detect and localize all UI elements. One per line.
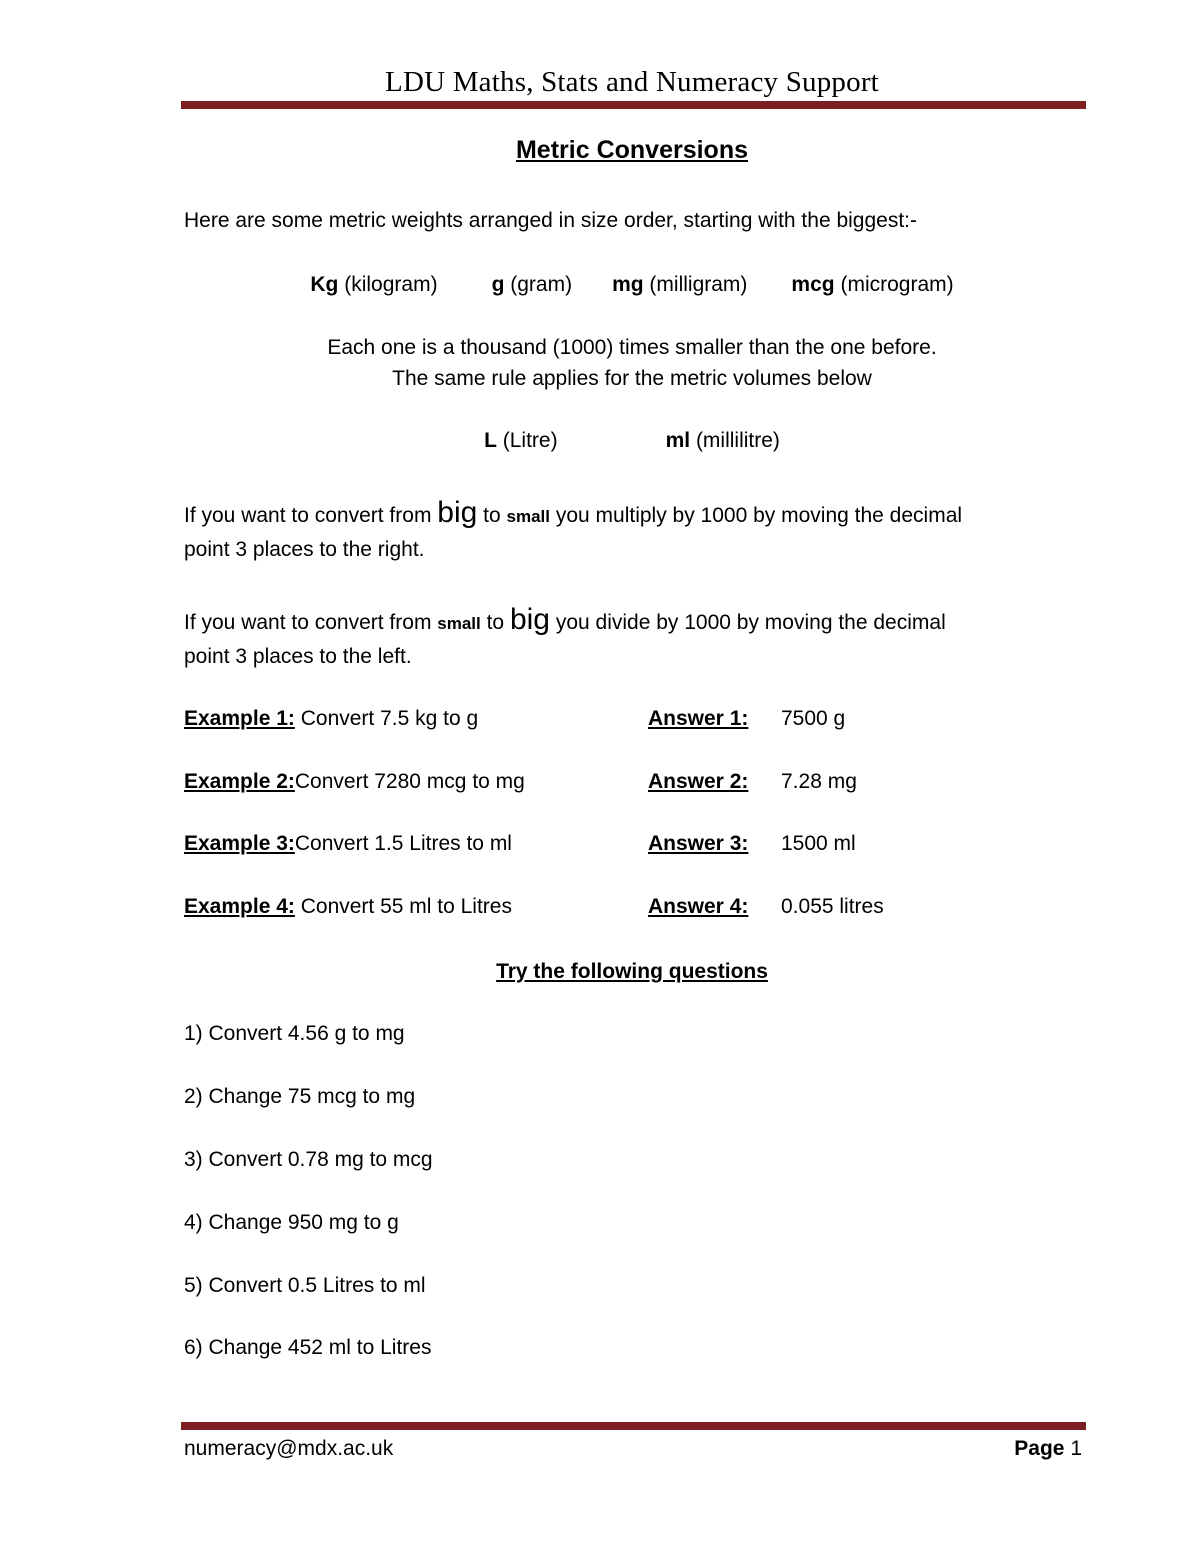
- answer-4-label: Answer 4:: [648, 895, 749, 918]
- big-to-small-line1: If you want to convert from big to small you multiply by 1000 by moving the decimal: [184, 496, 963, 529]
- intro-text: Here are some metric weights arranged in size order, starting with the biggest:-: [184, 209, 918, 232]
- question-2: 2) Change 75 mcg to mg: [184, 1085, 416, 1108]
- answer-3-value: 1500 ml: [781, 832, 856, 855]
- footer-rule: [181, 1422, 1086, 1430]
- rule-line-2: The same rule applies for the metric volumes below: [392, 367, 872, 390]
- answer-1-label: Answer 1:: [648, 707, 749, 730]
- example-4: Example 4: Convert 55 ml to Litres: [184, 895, 512, 918]
- question-6: 6) Change 452 ml to Litres: [184, 1336, 432, 1359]
- answer-3-label: Answer 3:: [648, 832, 749, 855]
- volume-litre: L (Litre): [484, 429, 558, 452]
- questions-heading: Try the following questions: [496, 960, 768, 983]
- answer-4-value: 0.055 litres: [781, 895, 884, 918]
- rule-line-1: Each one is a thousand (1000) times smaller than the one before.: [327, 336, 937, 359]
- question-4: 4) Change 950 mg to g: [184, 1211, 399, 1234]
- example-3: Example 3:Convert 1.5 Litres to ml: [184, 832, 512, 855]
- volume-millilitre: ml (millilitre): [665, 429, 780, 452]
- header-title: LDU Maths, Stats and Numeracy Support: [385, 66, 879, 98]
- big-to-small-line2: point 3 places to the right.: [184, 538, 425, 561]
- footer-email[interactable]: numeracy@mdx.ac.uk: [184, 1437, 394, 1460]
- question-5: 5) Convert 0.5 Litres to ml: [184, 1274, 426, 1297]
- small-to-big-line2: point 3 places to the left.: [184, 645, 412, 668]
- volumes-row: [0, 425, 1200, 456]
- example-1: Example 1: Convert 7.5 kg to g: [184, 707, 479, 730]
- weight-kg: Kg (kilogram): [310, 273, 438, 296]
- question-1: 1) Convert 4.56 g to mg: [184, 1022, 405, 1045]
- small-to-big-line1: If you want to convert from small to big you divide by 1000 by moving the decimal: [184, 603, 946, 636]
- document-title: Metric Conversions: [515, 136, 748, 164]
- answer-2-value: 7.28 mg: [781, 770, 857, 793]
- weight-mg: mg (milligram): [612, 273, 748, 296]
- weight-mcg: mcg (microgram): [791, 273, 954, 296]
- weights-row: [0, 269, 1200, 300]
- answer-2-label: Answer 2:: [648, 770, 749, 793]
- question-3: 3) Convert 0.78 mg to mcg: [184, 1148, 433, 1171]
- answer-1-value: 7500 g: [781, 707, 846, 730]
- weight-g: g (gram): [491, 273, 573, 296]
- page-number: Page 1: [1014, 1437, 1082, 1460]
- header-rule: [181, 101, 1086, 109]
- example-2: Example 2:Convert 7280 mcg to mg: [184, 770, 525, 793]
